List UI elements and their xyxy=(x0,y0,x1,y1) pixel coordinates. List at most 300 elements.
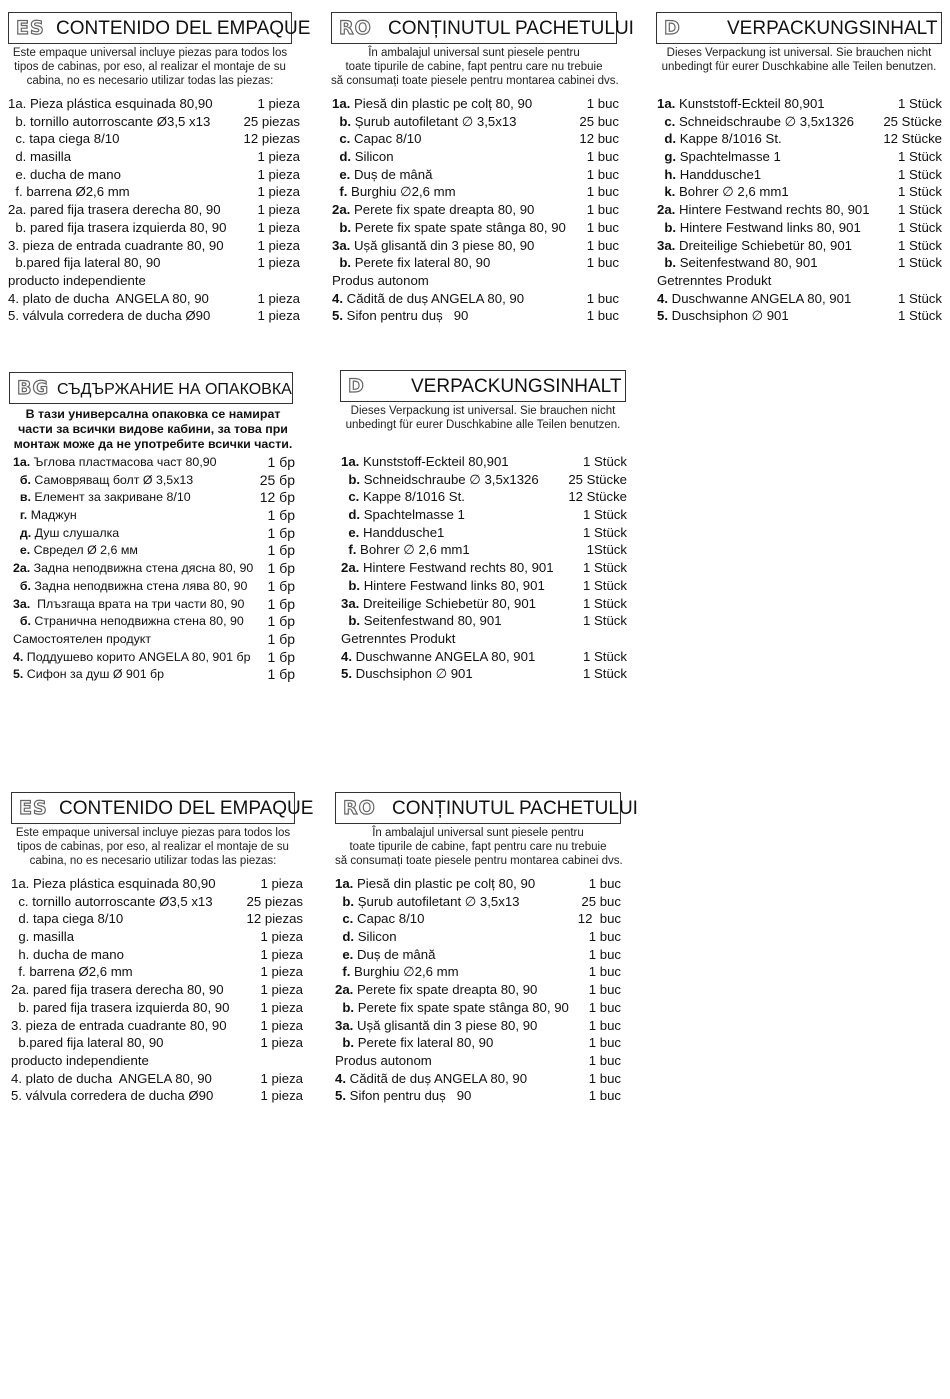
list-item xyxy=(332,183,622,201)
item-label: Perete fix spate dreapta 80, 90 xyxy=(353,982,538,998)
section-ro-bottom xyxy=(335,792,638,1112)
item-quantity: 1 pieza xyxy=(257,96,300,111)
item-name: c. tornillo autorroscante Ø3,5 x13 xyxy=(11,893,213,909)
item-number: 2a. xyxy=(335,982,354,998)
item-name xyxy=(335,981,537,999)
item-quantity: 12 бр xyxy=(259,489,295,506)
item-name xyxy=(657,113,854,131)
item-number: c. xyxy=(341,489,360,505)
item-label: Handdusche1 xyxy=(676,166,762,182)
item-quantity: 12 buc xyxy=(579,131,619,147)
list-item xyxy=(657,219,942,237)
item-name xyxy=(341,524,444,542)
item-name xyxy=(13,454,217,472)
item-name xyxy=(341,541,470,559)
list-item xyxy=(13,507,295,525)
section-es-bottom xyxy=(11,792,314,1112)
item-quantity: 1 buc xyxy=(588,876,621,891)
item-name xyxy=(335,928,397,946)
item-number: f. xyxy=(341,542,357,558)
list-item xyxy=(657,307,942,325)
item-label: Produs autonom xyxy=(332,272,429,288)
item-number: 5. xyxy=(335,1088,346,1104)
item-name xyxy=(332,219,566,237)
item-name: 2a. pared fija trasera derecha 80, 90 xyxy=(8,202,221,218)
section-header xyxy=(9,372,293,404)
item-name xyxy=(657,254,818,272)
list-item xyxy=(8,290,300,308)
item-label: Kappe 8/1016 St. xyxy=(359,489,465,505)
item-label: Duschsiphon ∅ 901 xyxy=(352,666,473,682)
item-label: Schneidschraube ∅ 3,5x1326 xyxy=(675,113,854,129)
item-name xyxy=(13,542,138,560)
item-name: producto independiente xyxy=(11,1052,149,1068)
item-number: f. xyxy=(332,184,348,200)
intro-text: Este empaque universal incluye piezas para todos los tipos de cabinas, por eso, al realizar el montaje de su cabina, no es necesario utilizar todas las piezas: xyxy=(15,827,291,867)
list-item xyxy=(335,928,625,946)
item-label: Hintere Festwand rechts 80, 901 xyxy=(359,560,554,576)
list-item xyxy=(335,1034,625,1052)
item-name xyxy=(341,630,455,648)
item-name xyxy=(657,219,861,237)
item-label: Capac 8/10 xyxy=(353,911,425,927)
item-name xyxy=(332,272,429,290)
list-item xyxy=(11,1052,303,1070)
item-quantity: 1 pieza xyxy=(260,946,303,962)
item-label: Ъглова пластмасова част 80,90 xyxy=(30,455,217,469)
item-label: Sifon pentru duș 90 xyxy=(343,308,469,324)
items-list xyxy=(11,875,303,1105)
item-label: Perete fix spate dreapta 80, 90 xyxy=(350,202,535,218)
item-label: Perete fix lateral 80, 90 xyxy=(351,255,491,271)
item-name xyxy=(13,489,191,507)
item-name: f. barrena Ø2,6 mm xyxy=(11,964,133,980)
list-item xyxy=(341,630,631,648)
list-item xyxy=(657,113,942,131)
item-quantity: 1 buc xyxy=(588,999,621,1015)
item-name: b. pared fija trasera izquierda 80, 90 xyxy=(11,999,230,1015)
item-name: 5. válvula corredera de ducha Ø90 xyxy=(8,308,211,324)
item-quantity: 1 buc xyxy=(588,964,621,980)
item-quantity: 1 бр xyxy=(267,454,295,470)
list-item xyxy=(13,649,295,667)
item-label: Ușă glisantă din 3 piese 80, 90 xyxy=(350,237,535,253)
section-header xyxy=(331,12,634,44)
list-item xyxy=(341,612,631,630)
list-item xyxy=(8,307,300,325)
item-name xyxy=(332,113,517,131)
item-number: b. xyxy=(657,255,677,271)
item-quantity: 1 бр xyxy=(267,542,295,559)
item-label: Spachtelmasse 1 xyxy=(676,149,781,165)
list-item xyxy=(11,910,303,928)
section-ro-top xyxy=(331,12,634,332)
list-item xyxy=(335,1087,625,1105)
item-number: 4. xyxy=(657,290,668,306)
item-label: Burghiu ∅2,6 mm xyxy=(350,964,459,980)
item-number: 2a. xyxy=(341,560,360,576)
item-quantity: 1 Stück xyxy=(898,237,942,253)
item-quantity: 1 pieza xyxy=(260,1035,303,1051)
list-item xyxy=(341,524,631,542)
item-quantity: 1 Stück xyxy=(583,613,627,629)
item-label: Căditã de duș ANGELA 80, 90 xyxy=(343,290,525,306)
item-quantity: 1 Stück xyxy=(898,219,942,235)
list-item xyxy=(657,201,942,219)
list-item xyxy=(332,290,622,308)
item-quantity: 1 buc xyxy=(586,149,619,165)
item-quantity: 25 Stücke xyxy=(883,113,942,129)
list-item xyxy=(13,613,295,631)
item-quantity: 1 buc xyxy=(586,184,619,200)
item-number: б. xyxy=(13,614,31,629)
item-label: Silicon xyxy=(354,929,397,945)
language-code: ES xyxy=(19,797,48,819)
list-item xyxy=(657,166,942,184)
section-es-top xyxy=(8,12,311,332)
item-number: 3a. xyxy=(332,237,351,253)
item-quantity: 1 pieza xyxy=(257,237,300,253)
item-name xyxy=(335,1070,527,1088)
item-name xyxy=(335,1052,432,1070)
item-name xyxy=(341,471,539,489)
item-number: 4. xyxy=(13,649,24,664)
item-name xyxy=(13,613,244,631)
item-label: Perete fix spate spate stânga 80, 90 xyxy=(354,999,569,1015)
item-quantity: 1 pieza xyxy=(260,1017,303,1033)
item-quantity: 1 buc xyxy=(586,255,619,271)
item-number: b. xyxy=(341,577,361,593)
list-item xyxy=(332,95,622,113)
list-item xyxy=(657,95,942,113)
item-number: 5. xyxy=(13,667,24,682)
list-item xyxy=(657,130,942,148)
item-number: 1a. xyxy=(335,876,354,891)
list-item xyxy=(13,666,295,684)
list-item xyxy=(335,1052,625,1070)
item-number: b. xyxy=(341,613,361,629)
item-label: Perete fix spate spate stânga 80, 90 xyxy=(351,219,566,235)
items-list xyxy=(335,875,625,1105)
item-name xyxy=(657,290,851,308)
item-label: Șurub autofiletant ∅ 3,5x13 xyxy=(354,893,520,909)
item-label: Hintere Festwand links 80, 901 xyxy=(360,577,545,593)
list-item xyxy=(8,272,300,290)
item-number: c. xyxy=(335,911,354,927)
item-name xyxy=(13,507,77,525)
list-item xyxy=(332,113,622,131)
item-name xyxy=(332,201,534,219)
item-label: Produs autonom xyxy=(335,1052,432,1068)
list-item xyxy=(8,237,300,255)
item-label: Kunststoff-Eckteil 80,901 xyxy=(359,454,509,469)
item-label: Hintere Festwand links 80, 901 xyxy=(676,219,861,235)
item-label: Dreiteilige Schiebetür 80, 901 xyxy=(359,595,537,611)
section-title: СЪДЪРЖАНИЕ НА ОПАКОВКА xyxy=(57,381,292,398)
item-name xyxy=(341,506,465,524)
item-quantity: 1 pieza xyxy=(257,219,300,235)
item-quantity: 1 buc xyxy=(588,1070,621,1086)
item-name xyxy=(341,665,473,683)
language-code: RO xyxy=(343,797,376,819)
item-quantity: 1 бр xyxy=(267,666,295,683)
item-name xyxy=(341,612,502,630)
item-label: Sifon pentru duș 90 xyxy=(346,1088,472,1104)
item-number: f. xyxy=(335,964,351,980)
item-quantity: 1 buc xyxy=(586,308,619,324)
list-item xyxy=(332,219,622,237)
item-number: 4. xyxy=(341,648,352,664)
item-label: Handdusche1 xyxy=(359,524,445,540)
list-item xyxy=(8,148,300,166)
item-name: c. tapa ciega 8/10 xyxy=(8,131,120,147)
item-number: d. xyxy=(341,507,361,523)
item-quantity: 1 бр xyxy=(267,560,295,577)
item-label: Bohrer ∅ 2,6 mm1 xyxy=(675,184,789,200)
item-name xyxy=(657,272,771,290)
item-number: 1a. xyxy=(341,454,360,469)
item-label: Duschwanne ANGELA 80, 901 xyxy=(668,290,852,306)
item-name xyxy=(13,578,247,596)
item-label: Getrenntes Produkt xyxy=(341,630,456,646)
item-number: c. xyxy=(332,131,351,147)
item-name xyxy=(657,130,782,148)
list-item xyxy=(11,946,303,964)
item-quantity: 1 buc xyxy=(588,1035,621,1051)
list-item xyxy=(13,596,295,614)
list-item xyxy=(335,1070,625,1088)
item-number: 3a. xyxy=(335,1017,354,1033)
item-name: b. tornillo autorroscante Ø3,5 x13 xyxy=(8,113,211,129)
item-quantity: 25 buc xyxy=(581,893,621,909)
items-list xyxy=(332,95,622,325)
item-quantity: 1 pieza xyxy=(260,876,303,891)
item-label: Задна неподвижна стена лява 80, 90 xyxy=(30,578,248,593)
item-quantity: 1 Stück xyxy=(898,184,942,200)
item-quantity: 1 pieza xyxy=(257,149,300,165)
item-name: 4. plato de ducha ANGELA 80, 90 xyxy=(8,290,209,306)
language-code: ES xyxy=(16,17,45,39)
list-item xyxy=(11,875,303,893)
item-name xyxy=(13,525,119,543)
list-item xyxy=(8,254,300,272)
item-quantity: 1 Stück xyxy=(583,507,627,523)
list-item xyxy=(341,559,631,577)
item-quantity: 1 pieza xyxy=(260,1088,303,1104)
list-item xyxy=(11,999,303,1017)
item-name xyxy=(332,95,532,113)
list-item xyxy=(8,166,300,184)
section-de-middle xyxy=(340,370,640,690)
list-item xyxy=(341,648,631,666)
item-name xyxy=(13,560,253,578)
item-name xyxy=(657,201,870,219)
list-item xyxy=(8,219,300,237)
item-label: Capac 8/10 xyxy=(350,131,422,147)
item-quantity: 1 buc xyxy=(588,1088,621,1104)
list-item xyxy=(657,272,942,290)
item-name xyxy=(341,453,509,471)
item-quantity: 1 buc xyxy=(588,929,621,945)
item-quantity: 1 pieza xyxy=(257,166,300,182)
item-quantity: 12 piezas xyxy=(243,131,300,147)
item-number: 1а. xyxy=(13,455,31,469)
list-item xyxy=(341,577,631,595)
item-quantity: 1Stück xyxy=(586,542,627,558)
item-label: Kappe 8/1016 St. xyxy=(676,131,782,147)
list-item xyxy=(13,525,295,543)
item-name: 2a. pared fija trasera derecha 80, 90 xyxy=(11,982,224,998)
item-number: e. xyxy=(341,524,360,540)
item-quantity: 1 buc xyxy=(586,202,619,218)
item-quantity: 25 бр xyxy=(259,471,295,488)
list-item xyxy=(11,1087,303,1105)
item-quantity: 1 Stück xyxy=(583,560,627,576)
item-number: е. xyxy=(13,543,31,558)
item-label: Căditã de duș ANGELA 80, 90 xyxy=(346,1070,528,1086)
item-quantity: 1 buc xyxy=(586,237,619,253)
item-number: b. xyxy=(657,219,677,235)
list-item xyxy=(657,183,942,201)
item-number: h. xyxy=(657,166,677,182)
list-item xyxy=(657,148,942,166)
item-label: Dreiteilige Schiebetür 80, 901 xyxy=(675,237,853,253)
item-label: Плъзгаща врата на три части 80, 90 xyxy=(30,596,245,611)
item-label: Seitenfestwand 80, 901 xyxy=(360,613,502,629)
item-label: Поддушево корито ANGELA 80, 901 бр xyxy=(23,649,251,664)
item-number: б. xyxy=(13,472,31,487)
intro-text: În ambalajul universal sunt piesele pentru toate tipurile de cabine, fapt pentru care nu trebuie să consumați toate piesele pentru montarea cabinei dvs. xyxy=(335,827,623,867)
intro-text: В тази универсална опаковка се намират части за всички видове кабини, за това при монтаж може да не употребите всички части. xyxy=(13,407,293,451)
item-number: b. xyxy=(335,893,355,909)
item-number: 2а. xyxy=(13,561,31,576)
list-item xyxy=(11,893,303,911)
item-number: b. xyxy=(332,255,352,271)
item-name xyxy=(332,183,456,201)
item-name xyxy=(657,166,761,184)
item-label: Piesă din plastic pe colț 80, 90 xyxy=(353,876,536,891)
item-label: Duschwanne ANGELA 80, 901 xyxy=(352,648,536,664)
list-item xyxy=(11,981,303,999)
item-name: b.pared fija lateral 80, 90 xyxy=(11,1035,164,1051)
item-number: b. xyxy=(335,1035,355,1051)
item-name: 3. pieza de entrada cuadrante 80, 90 xyxy=(11,1017,227,1033)
item-label: Bohrer ∅ 2,6 mm1 xyxy=(356,542,470,558)
section-header xyxy=(8,12,311,44)
item-label: Șurub autofiletant ∅ 3,5x13 xyxy=(351,113,517,129)
item-quantity: 1 бр xyxy=(267,524,295,541)
language-code: RO xyxy=(339,17,372,39)
item-quantity: 1 бр xyxy=(267,648,295,665)
item-quantity: 25 buc xyxy=(579,113,619,129)
language-code: D xyxy=(348,375,365,397)
list-item xyxy=(341,541,631,559)
item-quantity: 1 pieza xyxy=(260,1070,303,1086)
item-number: d. xyxy=(335,929,355,945)
item-number: e. xyxy=(332,166,351,182)
item-label: Самовряващ болт Ø 3,5x13 xyxy=(30,472,194,487)
section-header xyxy=(340,370,626,402)
intro-text: Dieses Verpackung ist universal. Sie brauchen nicht unbedingt für eurer Duschkabine alle Teilen benutzen. xyxy=(345,405,621,431)
item-number: д. xyxy=(13,525,32,540)
item-quantity: 12 piezas xyxy=(246,911,303,927)
section-title: CONTENIDO DEL EMPAQUE xyxy=(59,798,314,819)
list-item xyxy=(341,595,631,613)
item-quantity: 1 buc xyxy=(588,1017,621,1033)
list-item xyxy=(332,130,622,148)
item-number: g. xyxy=(657,149,677,165)
item-label: Seitenfestwand 80, 901 xyxy=(676,255,818,271)
item-name xyxy=(335,1017,537,1035)
item-name xyxy=(335,946,435,964)
item-number: c. xyxy=(657,113,676,129)
item-number: 1a. xyxy=(332,96,351,111)
item-quantity: 1 pieza xyxy=(257,308,300,324)
item-quantity: 1 buc xyxy=(588,946,621,962)
item-quantity: 1 Stück xyxy=(898,308,942,324)
item-name: 5. válvula corredera de ducha Ø90 xyxy=(11,1088,214,1104)
item-name xyxy=(13,596,244,614)
item-quantity: 1 бр xyxy=(267,630,295,647)
item-name xyxy=(332,237,534,255)
item-number: b. xyxy=(341,471,361,487)
item-quantity: 1 Stück xyxy=(583,524,627,540)
list-item xyxy=(11,963,303,981)
item-name: d. tapa ciega 8/10 xyxy=(11,911,124,927)
item-quantity: 25 piezas xyxy=(243,113,300,129)
list-item xyxy=(13,578,295,596)
list-item xyxy=(8,95,300,113)
item-quantity: 1 бр xyxy=(267,577,295,594)
list-item xyxy=(341,488,631,506)
list-item xyxy=(332,272,622,290)
section-header xyxy=(656,12,942,44)
list-item xyxy=(13,542,295,560)
item-number: в. xyxy=(13,490,31,505)
list-item xyxy=(335,981,625,999)
list-item xyxy=(11,1070,303,1088)
item-label: Ușă glisantă din 3 piese 80, 90 xyxy=(353,1017,538,1033)
list-item xyxy=(332,166,622,184)
items-list xyxy=(657,95,942,325)
item-name xyxy=(335,963,459,981)
item-quantity: 1 buc xyxy=(586,290,619,306)
item-quantity: 1 Stück xyxy=(898,96,942,111)
list-item xyxy=(332,254,622,272)
list-item xyxy=(335,875,625,893)
item-name: 4. plato de ducha ANGELA 80, 90 xyxy=(11,1070,212,1086)
item-quantity: 1 бр xyxy=(267,507,295,524)
item-quantity: 1 Stück xyxy=(583,595,627,611)
item-number: 1a. xyxy=(657,96,676,111)
list-item xyxy=(335,999,625,1017)
list-item xyxy=(11,1034,303,1052)
item-quantity: 1 pieza xyxy=(257,184,300,200)
item-label: Маджун xyxy=(27,508,77,523)
item-quantity: 25 piezas xyxy=(246,893,303,909)
item-number: e. xyxy=(335,946,354,962)
item-name xyxy=(657,307,789,325)
list-item xyxy=(8,113,300,131)
item-name xyxy=(341,595,536,613)
item-quantity: 1 pieza xyxy=(257,290,300,306)
item-label: Burghiu ∅2,6 mm xyxy=(347,184,456,200)
intro-text: În ambalajul universal sunt piesele pentru toate tipurile de cabine, fapt pentru care nu trebuie să consumați toate piesele pentru montarea cabinei dvs. xyxy=(331,47,619,87)
item-name xyxy=(332,290,524,308)
item-number: 5. xyxy=(341,666,352,682)
language-code: BG xyxy=(17,377,50,399)
list-item xyxy=(13,631,295,649)
